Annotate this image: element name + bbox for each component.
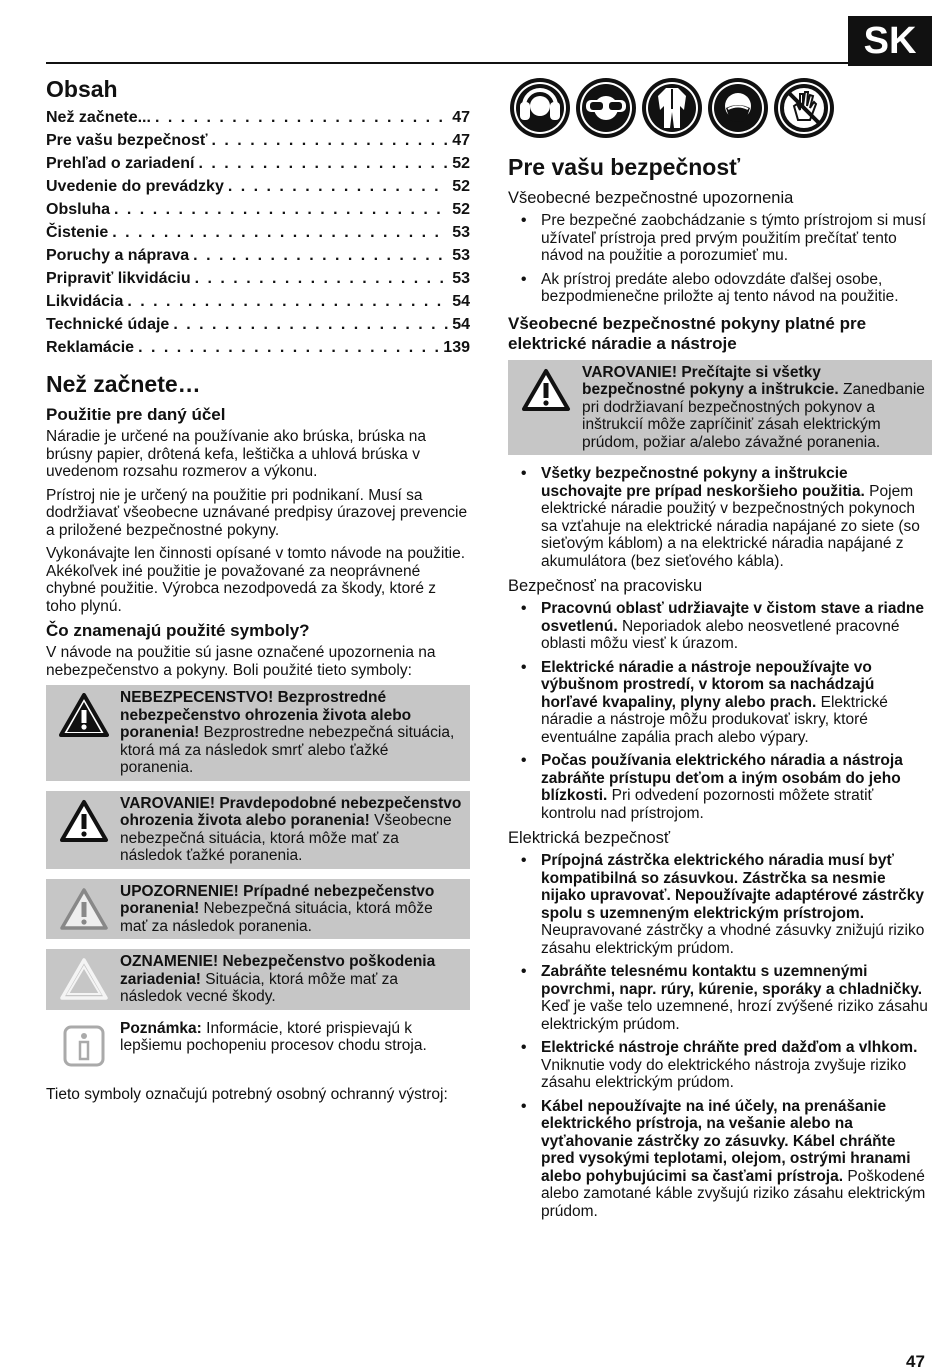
tools-title: Všeobecné bezpečnostné pokyny platné pre elektrické náradie a nástroje <box>508 313 867 353</box>
elec-title: Elektrická bezpečnosť <box>508 829 671 847</box>
eye-protection-icon <box>574 76 638 140</box>
toc-item[interactable]: Pre vašu bezpečnosť . . . 47 <box>46 129 470 152</box>
toc-item[interactable]: Pripraviť likvidáciu . . . 53 <box>46 267 470 290</box>
ear-protection-icon <box>508 76 572 140</box>
caution-icon <box>59 887 109 931</box>
danger-notice: NEBEZPECENSTVO! Bezprostredné nebezpečenstvo ohrozenia života alebo poranenia! Bezprostredne nebezpečná situácia, ktorá má za následok smrť alebo ťažké poranenia. <box>46 685 470 781</box>
list-item: • Pracovnú oblasť udržiavajte v čistom stave a riadne osvetlenú. Neporiadok alebo neosvetlené pracovné oblasti môžu viesť k úrazom. <box>508 600 932 653</box>
warning-notice: VAROVANIE! Pravdepodobné nebezpečenstvo ohrozenia života alebo poranenia! Všeobecne nebezpečná situácia, ktorá môže mať za následok ťažké poranenia. <box>46 791 470 869</box>
list-item: • Zabráňte telesnému kontaktu s uzemnenými povrchmi, napr. rúry, kúrenie, sporáky a chladničky. Keď je vaše telo uzemnené, hrozí zvýšené riziko zásahu elektrickým prúdom. <box>508 963 932 1033</box>
list-item: • Elektrické náradie a nástroje nepoužívajte vo výbušnom prostredí, v ktorom sa nachádzajú horľavé kvapaliny, plyny alebo prach. Elektrické náradie a nástroje môžu produkovať iskry, ktoré eventuálne zapália prach alebo výpary. <box>508 659 932 747</box>
notice-triangle-icon <box>59 957 109 1001</box>
caution-notice: UPOZORNENIE! Prípadné nebezpečenstvo poranenia! Nebezpečná situácia, ktorá môže mať za následok poranenia. <box>46 879 470 940</box>
symbols-title: Čo znamenajú použité symboly? <box>46 621 310 640</box>
general-list <box>508 212 932 306</box>
info-note-icon <box>62 1024 106 1068</box>
before-title: Než začnete… <box>46 371 201 397</box>
toc-item[interactable]: Poruchy a náprava . . . 53 <box>46 244 470 267</box>
danger-warning-icon <box>59 693 109 737</box>
list-item: • Všetky bezpečnostné pokyny a inštrukcie uschovajte pre prípad neskoršieho použitia. Pojem elektrické náradie použitý v bezpečnostných pokynoch sa vzťahuje na elektrické náradia napájané zo siete (so sieťovým káblom) a na elektrické náradia napájané z akumulátora (bez sieťového kábla). <box>508 465 932 570</box>
toc-item[interactable]: Obsluha . . . 52 <box>46 198 470 221</box>
protective-clothing-icon <box>640 76 704 140</box>
toc-item[interactable]: Čistenie . . . 53 <box>46 221 470 244</box>
toc-item[interactable]: Než začnete... . . . 47 <box>46 106 470 129</box>
list-item: • Elektrické nástroje chráňte pred dažďom a vlhkom. Vniknutie vody do elektrického nástroja zvyšuje riziko zásahu elektrickým prúdom. <box>508 1039 932 1092</box>
tools-warning: VAROVANIE! Prečítajte si všetky bezpečnostné pokyny a inštrukcie. Zanedbanie pri dodržiavaní bezpečnostných pokynov a inštrukcií môže zapríčiniť zásah elektrickým prúdom, požiar a/alebo závažné poranenia. <box>508 360 932 456</box>
work-title: Bezpečnosť na pracovisku <box>508 577 703 595</box>
warning-icon <box>521 368 571 412</box>
left-column <box>46 76 470 1103</box>
warning-icon <box>59 799 109 843</box>
safety-title: Pre vašu bezpečnosť <box>508 154 741 180</box>
work-list <box>508 600 932 822</box>
list-item: • Počas používania elektrického náradia a nástroja zabráňte prístupu deťom a iným osobám do jeho blízkosti. Pri odvedení pozornosti môžete stratiť kontrolu nad prístrojom. <box>508 752 932 822</box>
toc-item[interactable]: Prehľad o zariadení . . . 52 <box>46 152 470 175</box>
notice-box: OZNAMENIE! Nebezpečenstvo poškodenia zariadenia! Situácia, ktorá môže mať za následok vecné škody. <box>46 949 470 1010</box>
toc-item[interactable]: Likvidácia . . . 54 <box>46 290 470 313</box>
elec-list <box>508 852 932 1220</box>
toc-item[interactable]: Reklamácie . . . 139 <box>46 336 470 359</box>
general-title: Všeobecné bezpečnostné upozornenia <box>508 189 794 207</box>
list-item: • Prípojná zástrčka elektrického náradia musí byť kompatibilná so zásuvkou. Zástrčka sa nesmie nijako upravovať. Nepoužívajte adaptérové zástrčky spolu s uzemneným elektrickým prístrojom. Neupravované zástrčky a vhodné zásuvky znižujú riziko zásahu elektrickým prúdom. <box>508 852 932 957</box>
list-item: • Ak prístroj predáte alebo odovzdáte ďalšej osobe, bezpodmienečne priložte aj tento návod na použitie. <box>508 271 932 306</box>
toc-item[interactable]: Uvedenie do prevádzky . . . 52 <box>46 175 470 198</box>
page-number: 47 <box>906 1352 925 1371</box>
use-paragraph: Náradie je určené na používanie ako brúska, brúska na brúsny papier, drôtená kefa, leštička a uhlová brúska v uvedenom rozsahu rozmerov a výkonu. <box>46 428 426 480</box>
use-paragraph: Vykonávajte len činnosti opísané v tomto návode na použitie. Akékoľvek iné použitie je považované za neoprávnené chybné použitie. Výrobca nezodpovedá za škody, ktoré z toho plynú. <box>46 545 466 615</box>
tools-list <box>508 465 932 570</box>
list-item: • Kábel nepoužívajte na iné účely, na prenášanie elektrického prístroja, na vešanie alebo na vyťahovanie zástrčky zo zásuvky. Kábel chráňte pred vysokými teplotami, olejom, ostrými hranami alebo pohybujúcimi sa časťami prístroja. Poškodené alebo zamotané káble zvyšujú riziko zásahu elektrickým prúdom. <box>508 1098 932 1221</box>
symbols-paragraph: V návode na použitie sú jasne označené upozornenia na nebezpečenstvo a pokyny. Boli použité tieto symboly: <box>46 644 436 679</box>
ppe-paragraph: Tieto symboly označujú potrebný osobný ochranný výstroj: <box>46 1085 448 1103</box>
list-item: • Pre bezpečné zaobchádzanie s týmto prístrojom si musí užívateľ prístroja pred prvým použitím prečítať tento návod na použitie a porozumieť mu. <box>508 212 932 265</box>
right-column <box>508 76 932 1220</box>
language-tab: SK <box>848 16 932 66</box>
header-rule <box>46 62 848 64</box>
note-box: Poznámka: Informácie, ktoré prispievajú k lepšiemu pochopeniu procesov chodu stroja. <box>46 1016 470 1072</box>
toc-title: Obsah <box>46 76 118 102</box>
use-paragraph: Prístroj nie je určený na použitie pri podnikaní. Musí sa dodržiavať všeobecne uznávané predpisy úrazovej prevencie a priložené bezpečnostné pokyny. <box>46 486 468 539</box>
no-gloves-icon <box>772 76 836 140</box>
table-of-contents <box>46 106 470 359</box>
toc-item[interactable]: Technické údaje . . . 54 <box>46 313 470 336</box>
dust-mask-icon <box>706 76 770 140</box>
ppe-icons-row <box>508 76 932 140</box>
use-title: Použitie pre daný účel <box>46 405 226 424</box>
